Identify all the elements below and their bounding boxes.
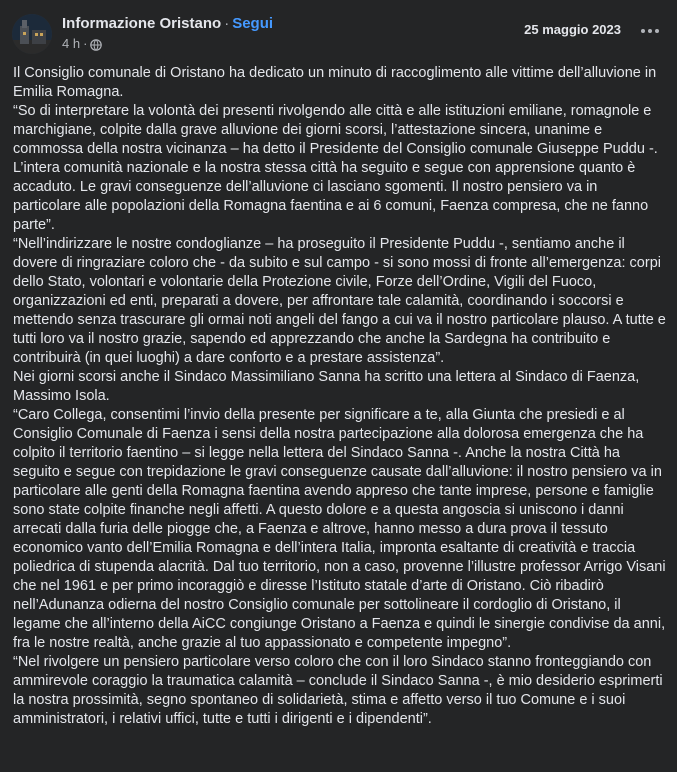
- author-line: [62, 14, 273, 34]
- globe-icon: [90, 38, 102, 50]
- time-ago[interactable]: 4 h: [62, 36, 81, 51]
- post-header: [12, 12, 665, 56]
- post-paragraph: Il Consiglio comunale di Oristano ha dedicato un minuto di raccoglimento alle vittime dell’alluvione in Emilia Romagna.: [13, 65, 661, 100]
- avatar-image: [12, 14, 52, 54]
- follow-button[interactable]: Segui: [232, 15, 274, 32]
- avatar[interactable]: [12, 14, 52, 54]
- post-body: [13, 64, 668, 729]
- post-paragraph: “Caro Collega, consentimi l’invio della presente per significare a te, alla Giunta che presiedi e al Consiglio Comunale di Faenza i sensi della nostra partecipazione alla dolorosa emergenza che ha colpito il territorio faentino – si legge nella lettera del Sindaco Sanna -. Anche la nostra Città ha seguito e segue con trepidazione le gravi conseguenze causate dall’alluvione: il nostro pensiero va in particolare alle genti della Romagna faentina avendo appreso che tante imprese, persone e famiglie sono state colpite finanche negli affetti. A questo dolore e a questa angoscia si uniscono i danni arrecati dalla furia delle piogge che, a Faenza e altrove, hanno messo a dura prova il tessuto economico vanto dell’Emilia Romagna e dell’intera Italia, impronta esaltante di creatività e traccia poliedrica di stupenda alacrità. Dal tuo territorio, non a caso, provenne l’illustre professor Arrigo Visani che nel 1961 e per primo incoraggiò e diresse l’Istituto statale d’arte di Oristano. Ciò ribadirò nell’Adunanza odierna del nostro Consiglio comunale per sottolineare il cordoglio di Oristano, il legame che all’interno della AiCC congiunge Oristano a Faenza e quindi le sinergie condivise da anni, fra le nostre realtà, anche grazie al tuo appassionato e competente impegno”.: [13, 407, 670, 651]
- post-subline: [62, 35, 273, 53]
- post-paragraph: “Nel rivolgere un pensiero particolare verso coloro che con il loro Sindaco stanno fronteggiando con ammirevole coraggio la traumatica calamità – conclude il Sindaco Sanna -, è mio desiderio esprimerti la nostra prossimità, segno spontaneo di solidarietà, stima e affetto verso il tuo Comune e i suoi amministratori, i relativi uffici, tutte e tutti i dirigenti e i dipendenti”.: [13, 654, 667, 727]
- page-name[interactable]: Informazione Oristano: [62, 15, 222, 32]
- post-paragraph: “So di interpretare la volontà dei presenti rivolgendo alle città e alle istituzioni emiliane, romagnole e marchigiane, colpite dalla grave alluvione dei giorni scorsi, l’attestazione sincera, unanime e commossa della nostra vicinanza – ha detto il Presidente del Consiglio comunale Giuseppe Puddu -. L’intera comunità nazionale e la nostra stessa città ha seguito e segue con apprensione quanto è accaduto. Le gravi conseguenze dell’alluvione ci lasciano sgomenti. Il nostro pensiero va in particolare alle popolazioni della Romagna faentina e ai 6 comuni, Faenza compresa, che ne fanno parte”.: [13, 103, 662, 233]
- post-date: 25 maggio 2023: [524, 22, 621, 37]
- time-separator: ·: [83, 36, 88, 51]
- separator: ·: [224, 15, 230, 32]
- post-paragraph: “Nell’indirizzare le nostre condoglianze – ha proseguito il Presidente Puddu -, sentiamo anche il dovere di ringraziare coloro che - da subito e sul campo - si sono mossi di fronte all’emergenza: corpi dello Stato, volontari e volontarie della Protezione civile, Forze dell’Ordine, Vigili del Fuoco, organizzazioni ed enti, preparati a dovere, per affrontare tale calamità, coordinando i soccorsi e mettendo senza trascurare gli ormai noti angeli del fango a cui va il nostro particolare plauso. A tutte e tutti loro va il nostro grazie, sapendo ed apprezzando che anche la Sardegna ha contribuito e contribuirà (in quei luoghi) a dare conforto e a prestare assistenza”.: [13, 236, 670, 366]
- more-options-icon[interactable]: [635, 16, 665, 46]
- post-paragraph: Nei giorni scorsi anche il Sindaco Massimiliano Sanna ha scritto una lettera al Sindaco di Faenza, Massimo Isola.: [13, 369, 644, 404]
- post-meta: [62, 14, 273, 53]
